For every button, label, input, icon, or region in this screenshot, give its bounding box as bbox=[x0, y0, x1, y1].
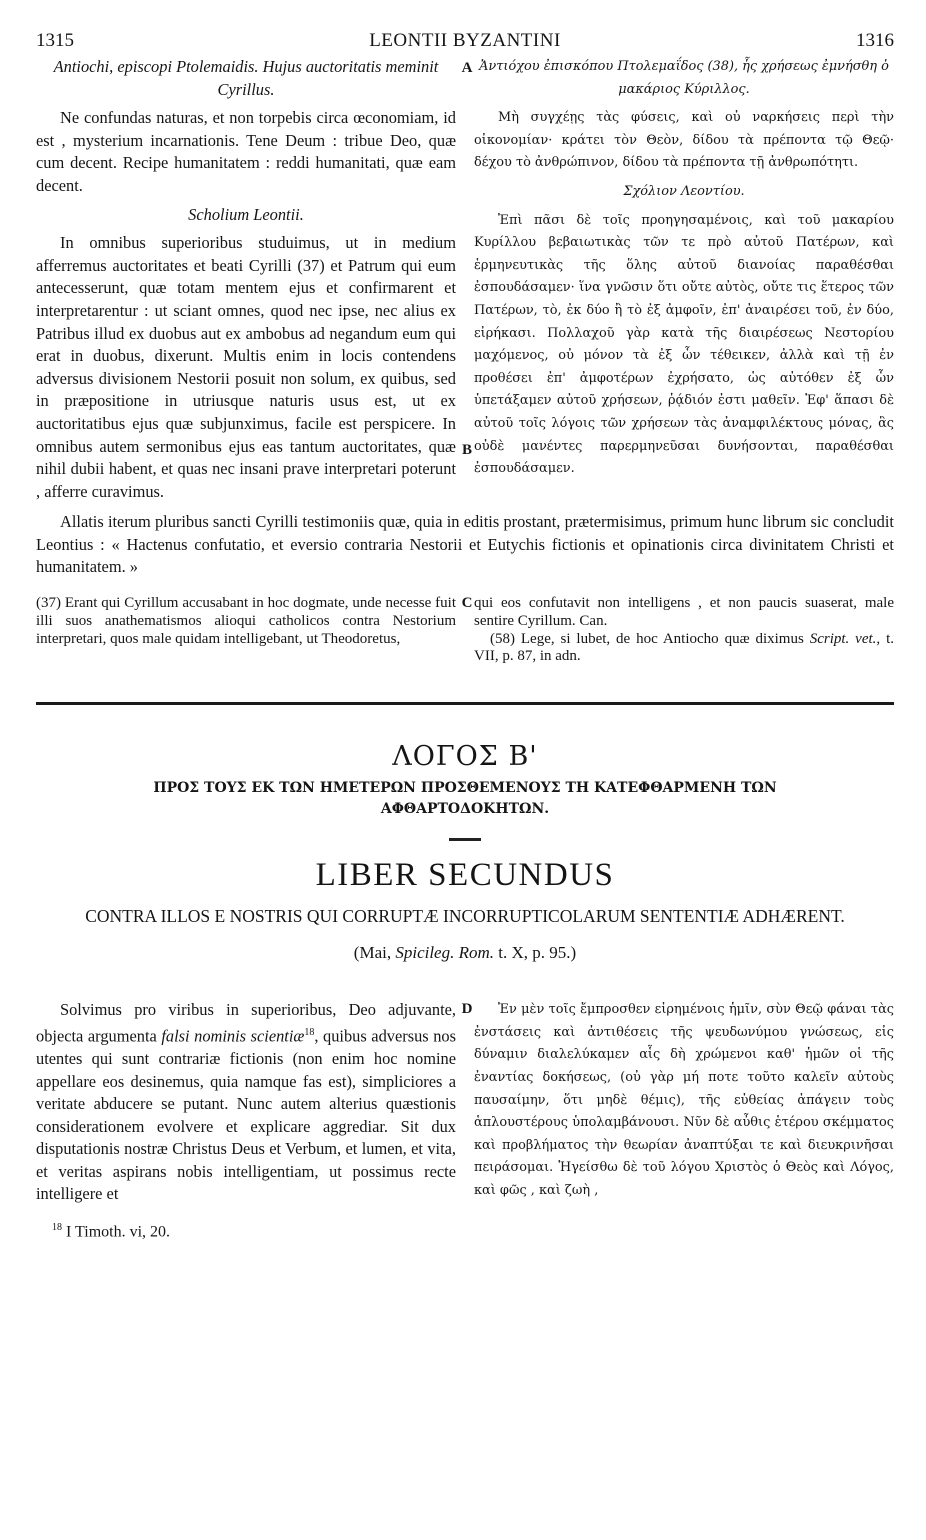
latin-book-subtitle: CONTRA ILLOS E NOSTRIS QUI CORRUPTÆ INCORRUPTICOLARUM SENTENTIÆ ADHÆRENT. bbox=[85, 906, 845, 927]
greek-intro: Ἀντιόχου ἐπισκόπου Πτολεμαΐδος (38), ἧς χρήσεως ἐμνήσθη ὁ μακάριος Κύριλλος. bbox=[479, 59, 889, 97]
latin-book-title: LIBER SECUNDUS bbox=[315, 857, 615, 894]
footnote-18: $^{18}$ I Timoth. vi, 20. bbox=[52, 1222, 171, 1241]
footnote-37: (37) Erant qui Cyrillum accusabant in hoc dogmate, unde necesse fuit illi suos anathematismos alioqui catholicos contra Nestorium interpretari, quos male quidam intelligebant, ut Theodoretus, bbox=[36, 595, 456, 647]
margin-letter-a: A bbox=[461, 60, 473, 76]
running-title: LEONTII BYZANTINI bbox=[369, 30, 561, 51]
margin-letter-c: C bbox=[461, 595, 473, 612]
latin-paragraph-1: Ne confundas naturas, et non torpebis circa œconomiam, id est , mysterium incarnationis. Tene Deum : tribue Deo, quæ cum decent. Recipe humanitatem : reddi humanitati, quæ eam decent. bbox=[36, 108, 456, 195]
greek-paragraph-1: Μὴ συγχέῃς τὰς φύσεις, καὶ οὐ ναρκήσεις περὶ τὴν οἰκονομίαν· κράτει τὸν Θεὸν, δίδου τὰ πρέποντα τῷ Θεῷ· δέχου τὸ ἀνθρώπινον, δίδου τὰ πρέποντα τῇ ἀνθρωπότητι. bbox=[474, 110, 894, 171]
top-columns bbox=[36, 56, 894, 503]
footnote-37-continued: qui eos confutavit non intelligens , et non paucis suaserat, male sentire Cyrillum. Can. bbox=[474, 595, 894, 629]
margin-letter-b: B bbox=[461, 442, 472, 458]
latin-book-text: Solvimus pro viribus in superioribus, Deo adjuvante, objecta argumenta falsi nominis scientiæ$^{18}$, quibus adversus nos utentes qui sunt contrariæ fictionis (non enim hoc nomine appellare eos desinemus, quia namque fas est), simpliciores a veritate abducere se putant. Nunc autem alterius quæstionis considerationem evolvere et explicare aggrediar. Sit dux disputationis nostræ Christus Deus et Verbum, et lumen, et vita, et veritas aspirans nobis intelligentiam, ut possimus recte intelligere et bbox=[36, 1000, 456, 1204]
greek-scholium-heading: Σχόλιον Λεοντίου. bbox=[623, 183, 745, 199]
greek-book-text: Ἐν μὲν τοῖς ἔμπροσθεν εἰρημένοις ἡμῖν, σὺν Θεῷ φάναι τὰς ἐνστάσεις καὶ ἀντιθέσεις τῆς ψευδωνύμου γνώσεως, εἰς δύναμιν διαλελύκαμεν αἷς δὴ χρώμενοι καθ' ἡμῶν οἱ τῆς ἐναντίας δοκήσεως, (οὐ γὰρ μή ποτε τοῦτο καλεῖν αὐτοὺς παυσαίμην, ὅτι μηδὲ θέμις), τῆς εὐθείας ἀπάγειν τοὺς ἁπλουστέρους ὑπολαμβάνουσι. Νῦν δὲ αὖθις ἑτέρου σκέμματος καὶ προβλήματος τὴν θεωρίαν ἀναπτύξαι τε καὶ διευκρινῆσαι πειράσομαι. Ἡγείσθω δὲ τοῦ λόγου Χριστὸς ὁ Θεὸς καὶ Λόγος, καὶ φῶς , καὶ ζωὴ , bbox=[474, 1002, 894, 1198]
greek-book-subtitle: ΠΡΟΣ ΤΟΥΣ ΕΚ ΤΩΝ ΗΜΕΤΕΡΩΝ ΠΡΟΣΘΕΜΕΝΟΥΣ ΤΗ ΚΑΤΕΦΘΑΡΜΕΝΗ ΤΩΝ ΑΦΘΑΡΤΟΔΟΚΗΤΩΝ. bbox=[153, 780, 777, 818]
source-citation: (Mai, Spicileg. Rom. t. X, p. 95.) bbox=[353, 943, 577, 963]
running-head bbox=[36, 30, 894, 56]
latin-scholium-heading: Scholium Leontii. bbox=[188, 204, 304, 224]
greek-column bbox=[474, 56, 894, 503]
section-divider bbox=[36, 702, 894, 705]
footnote-38: (58) Lege, si lubet, de hoc Antiocho quæ diximus Script. vet., t. VII, p. 87, in adn. bbox=[474, 630, 894, 665]
page bbox=[36, 30, 894, 1241]
footnotes-top bbox=[36, 595, 894, 666]
page-number-right: 1316 bbox=[856, 30, 894, 51]
title-separator bbox=[449, 838, 481, 841]
bottom-columns bbox=[36, 999, 894, 1206]
latin-intro: Antiochi, episcopi Ptolemaidis. Hujus auctoritatis meminit Cyrillus. bbox=[53, 57, 439, 99]
greek-paragraph-2: Ἐπὶ πᾶσι δὲ τοῖς προηγησαμένοις, καὶ τοῦ μακαρίου Κυρίλλου βεβαιωτικὰς τῶν τε πρὸ αὐτοῦ Πατέρων, καὶ ἑρμηνευτικὰς τῆς ὅλης αὐτοῦ διανοίας παραθέσθαι ἐσπουδάσαμεν· ἵνα γνῶσιν ὅτι οὔτε αὐτὸς, οὔτε τις ἕτερος τῶν Πατέρων, τὸ, ἐκ δύο ἢ τὸ ἐξ ἀμφοῖν, ἐπ' ἀναιρέσει τοῦ, ἐν δύο, εἰρήκασι. Πολλαχοῦ γὰρ κατὰ τῆς διαιρέσεως Νεστορίου μαχόμενος, οὐ μόνον τὰ ἐξ ὧν τέθεικεν, ἀλλὰ καὶ τῇ ἐν προθέσει ἐπ' ἀμφοτέρων ἐχρήσατο, ὡς αὐτόθεν ἐξ ὧν ὑπετάξαμεν αὐτοῦ χρήσεων, ῥᾴδιόν ἐστι μαθεῖν. Ἐφ' ἅπασι δὲ αὐτοῦ τοῖς λόγοις τῶν χρήσεων τὰς ἀναμφιλέκτους μόνας, ἃς οὐδὲ μανέντες παρερμηνεῦσαι δυνήσονται, παραθέσθαι ἐσπουδάσαμεν. bbox=[474, 212, 894, 477]
margin-letter-d: D bbox=[461, 1001, 473, 1018]
greek-book-title: ΛΟΓΟΣ Β' bbox=[392, 741, 538, 773]
latin-column bbox=[36, 56, 456, 503]
page-number-left: 1315 bbox=[36, 30, 74, 51]
latin-paragraph-2: In omnibus superioribus studuimus, ut in medium afferremus auctoritates et beati Cyrilli (37) et Patrum qui eum antecesserunt, quæ totam mentem ejus et confirmarent et interpretarentur : ut sciant omnes, quod nec ipse, nec alius ex Patribus illud ex duobus aut ex ambobus ad negandum eum qui erat in duobus, dixerunt. Multis enim in locis contendens adversus divisionem Nestorii posuit non solum, ex quibus, sed in præpositione in utriusque naturis usus est, ut ex auctoritatibus ejus quæ subjunximus, facile est perspicere. In omnibus autem sermonibus ejus eas tantum auctoritates, quæ nihil dubii habent, et quas nec insani prave interpretari poterunt , afferre curavimus. bbox=[36, 233, 456, 501]
editor-note-paragraph: Allatis iterum pluribus sancti Cyrilli testimoniis quæ, quia in editis prostant, prætermisimus, primum hunc librum sic concludit Leontius : « Hactenus confutatio, et eversio contraria Nestorii et Eutychis fictionis et opinationis circa divinitatem Christi et humanitatem. » bbox=[36, 512, 894, 577]
